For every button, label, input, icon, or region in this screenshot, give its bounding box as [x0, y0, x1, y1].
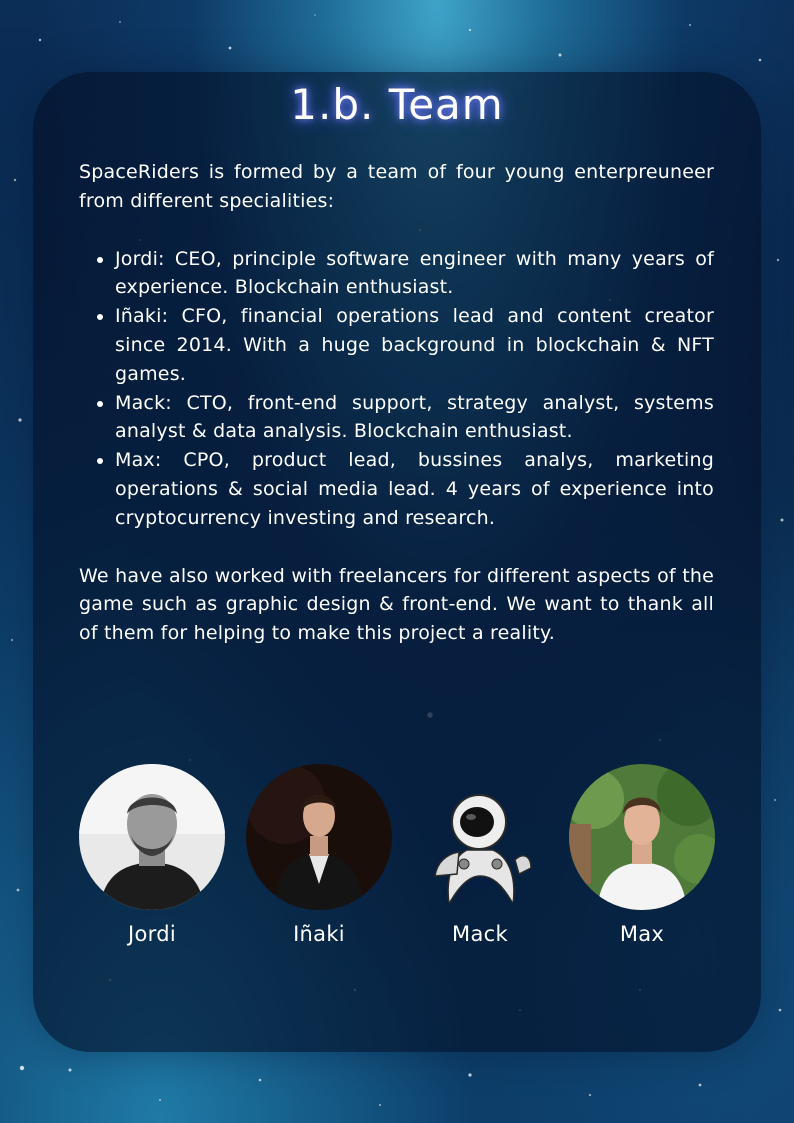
avatar [79, 764, 225, 910]
team-description [79, 158, 714, 648]
outro-paragraph: We have also worked with freelancers for different aspects of the game such as graphic design & front-end. We want to thank all of them for helping to make this project a reality. [79, 564, 714, 645]
avatar [407, 764, 553, 910]
team-member-mack [407, 764, 553, 946]
page-title: 1.b. Team [290, 80, 504, 129]
team-member-max [569, 764, 715, 946]
list-item: • Jordi: CEO, principle software engineer with many years of experience. Blockchain enthusiast. [115, 245, 714, 303]
intro-paragraph: SpaceRiders is formed by a team of four young enterpreuneer from different specialities: [79, 161, 714, 212]
member-name: Mack [452, 922, 508, 946]
team-member-jordi [79, 764, 225, 946]
list-item: • Iñaki: CFO, financial operations lead and content creator since 2014. With a huge background in blockchain & NFT games. [115, 302, 714, 388]
list-item: • Mack: CTO, front-end support, strategy analyst, systems analyst & data analysis. Blockchain enthusiast. [115, 389, 714, 447]
member-name: Jordi [128, 922, 176, 946]
team-photos [79, 764, 719, 954]
members-list [79, 245, 714, 533]
member-name: Iñaki [293, 922, 345, 946]
list-item: • Max: CPO, product lead, bussines analys, marketing operations & social media lead. 4 years of experience into cryptocurrency investing and research. [115, 446, 714, 532]
avatar [569, 764, 715, 910]
member-name: Max [619, 922, 665, 946]
avatar [246, 764, 392, 910]
team-member-inaki [246, 764, 392, 946]
